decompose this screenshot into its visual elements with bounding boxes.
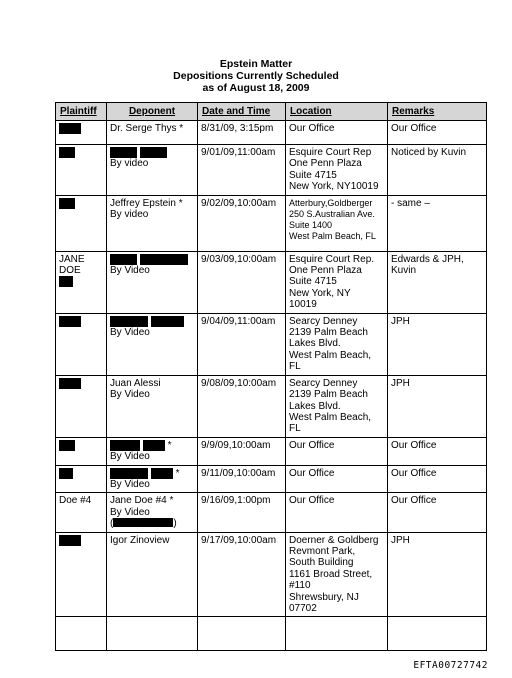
redaction-block: [59, 123, 81, 134]
table-row: [56, 313, 487, 375]
plaintiff-cell: [56, 375, 107, 437]
remarks-cell: [388, 617, 487, 651]
column-header-location: Location: [286, 103, 388, 121]
location-cell: Our Office: [286, 493, 388, 532]
datetime-cell: 9/16/09,1:00pm: [198, 493, 286, 532]
location-cell: Searcy Denney 2139 Palm Beach Lakes Blvd. West Palm Beach, FL: [286, 375, 388, 437]
deponent-cell: * By Video: [107, 437, 198, 465]
bates-number: EFTA00727742: [413, 660, 488, 671]
location-cell: Our Office: [286, 437, 388, 465]
remarks-cell: - same –: [388, 195, 487, 251]
table-row: [56, 375, 487, 437]
deponent-cell: Juan Alessi By Video: [107, 375, 198, 437]
location-cell: Atterbury,Goldberger 250 S.Australian Ave. Suite 1400 West Palm Beach, FL: [286, 195, 388, 251]
deponent-cell: By Video: [107, 251, 198, 313]
redaction-block: [110, 468, 148, 479]
deponent-cell: By Video: [107, 313, 198, 375]
deponent-cell: Jeffrey Epstein * By video: [107, 195, 198, 251]
table-row-empty: [56, 617, 487, 651]
location-cell: Searcy Denney 2139 Palm Beach Lakes Blvd. West Palm Beach, FL: [286, 313, 388, 375]
redaction-block: [59, 198, 75, 209]
redaction-block: [151, 316, 184, 327]
redaction-block: [59, 276, 73, 287]
redaction-block: [59, 440, 75, 451]
remarks-cell: JPH: [388, 313, 487, 375]
redaction-block: [140, 254, 188, 265]
datetime-cell: 9/03/09,10:00am: [198, 251, 286, 313]
deponent-cell: Igor Zinoview: [107, 532, 198, 617]
location-cell: Esquire Court Rep. One Penn Plaza Suite 4715 New York, NY 10019: [286, 251, 388, 313]
table-row: [56, 465, 487, 493]
table-row: [56, 437, 487, 465]
datetime-cell: 9/17/09,10:00am: [198, 532, 286, 617]
column-header-plaintiff: Plaintiff: [56, 103, 107, 121]
document-subtitle: Depositions Currently Scheduled: [173, 70, 339, 82]
plaintiff-cell: [56, 195, 107, 251]
table-row: [56, 532, 487, 617]
redaction-block: [110, 316, 148, 327]
depositions-table: [55, 102, 487, 651]
column-header-date-time: Date and Time: [198, 103, 286, 121]
location-cell: [286, 617, 388, 651]
table-row: [56, 195, 487, 251]
redaction-block: [59, 378, 81, 389]
remarks-cell: Our Office: [388, 493, 487, 532]
redaction-block: [59, 535, 81, 546]
datetime-cell: 9/04/09,11:00am: [198, 313, 286, 375]
remarks-cell: Our Office: [388, 465, 487, 493]
plaintiff-cell: [56, 437, 107, 465]
plaintiff-cell: [56, 145, 107, 196]
datetime-cell: 9/08/09,10:00am: [198, 375, 286, 437]
location-cell: Our Office: [286, 121, 388, 145]
plaintiff-cell: [56, 465, 107, 493]
redaction-block: [110, 440, 140, 451]
plaintiff-cell: Doe #4: [56, 493, 107, 532]
table-row: [56, 493, 487, 532]
redaction-block: [151, 468, 173, 479]
remarks-cell: JPH: [388, 532, 487, 617]
plaintiff-cell: [56, 313, 107, 375]
table-row: [56, 251, 487, 313]
datetime-cell: 9/11/09,10:00am: [198, 465, 286, 493]
remarks-cell: JPH: [388, 375, 487, 437]
remarks-cell: Noticed by Kuvin: [388, 145, 487, 196]
deponent-cell: [107, 617, 198, 651]
plaintiff-cell: JANE DOE: [56, 251, 107, 313]
deponent-cell: Dr. Serge Thys *: [107, 121, 198, 145]
datetime-cell: 9/02/09,10:00am: [198, 195, 286, 251]
plaintiff-cell: [56, 121, 107, 145]
redaction-block: [113, 518, 173, 527]
datetime-cell: 8/31/09, 3:15pm: [198, 121, 286, 145]
redaction-block: [59, 316, 81, 327]
location-cell: Esquire Court Rep One Penn Plaza Suite 4715 New York, NY10019: [286, 145, 388, 196]
column-header-remarks: Remarks: [388, 103, 487, 121]
location-cell: Doerner & Goldberg Revmont Park, South Building 1161 Broad Street, #110 Shrewsbury, NJ 07702: [286, 532, 388, 617]
redaction-block: [110, 147, 137, 158]
remarks-cell: Our Office: [388, 437, 487, 465]
deponent-cell: Jane Doe #4 * By Video ( ): [107, 493, 198, 532]
plaintiff-cell: [56, 532, 107, 617]
datetime-cell: 9/01/09,11:00am: [198, 145, 286, 196]
remarks-cell: Our Office: [388, 121, 487, 145]
table-row: [56, 145, 487, 196]
table-header-row: [56, 103, 487, 121]
datetime-cell: [198, 617, 286, 651]
deponent-cell: * By Video: [107, 465, 198, 493]
document-date: as of August 18, 2009: [202, 82, 310, 94]
remarks-cell: Edwards & JPH, Kuvin: [388, 251, 487, 313]
redaction-block: [143, 440, 165, 451]
location-cell: Our Office: [286, 465, 388, 493]
plaintiff-cell: [56, 617, 107, 651]
table-row: [56, 121, 487, 145]
column-header-deponent: Deponent: [107, 103, 198, 121]
redaction-block: [140, 147, 167, 158]
redaction-block: [110, 254, 137, 265]
document-title: Epstein Matter: [219, 58, 293, 70]
datetime-cell: 9/9/09,10:00am: [198, 437, 286, 465]
redaction-block: [59, 147, 75, 158]
redaction-block: [59, 468, 73, 479]
deponent-cell: By video: [107, 145, 198, 196]
